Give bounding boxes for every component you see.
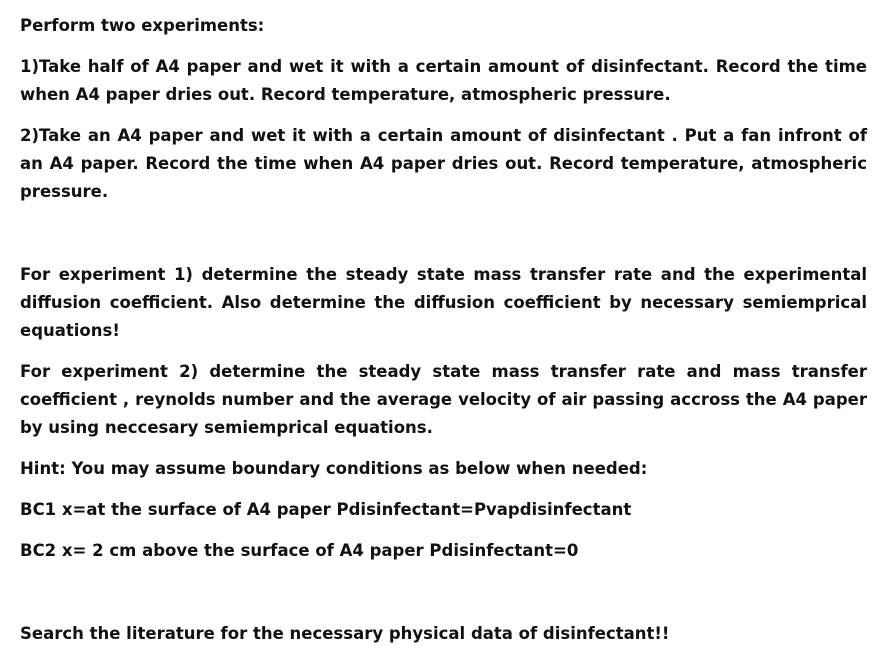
boundary-condition-1: BC1 x=at the surface of A4 paper Pdisinfectant=Pvapdisinfectant	[20, 500, 632, 519]
boundary-condition-2: BC2 x= 2 cm above the surface of A4 paper Pdisinfectant=0	[20, 541, 579, 560]
experiment-2-instructions: 2)Take an A4 paper and wet it with a certain amount of disinfectant . Put a fan infront of an A4 paper. Record the time when A4 paper dries out. Record temperature, atmospheric pressure.	[20, 126, 867, 201]
document-body	[20, 12, 867, 648]
experiment-1-instructions: 1)Take half of A4 paper and wet it with a certain amount of disinfectant. Record the time when A4 paper dries out. Record temperature, atmospheric pressure.	[20, 57, 867, 104]
hint-text: Hint: You may assume boundary conditions as below when needed:	[20, 459, 648, 478]
experiment-1-tasks: For experiment 1) determine the steady state mass transfer rate and the experimental diffusion coefficient. Also determine the diffusion coefficient by necessary semiemprical equations!	[20, 265, 867, 340]
experiment-2-tasks: For experiment 2) determine the steady state mass transfer rate and mass transfer coefficient , reynolds number and the average velocity of air passing accross the A4 paper by using neccesary semiemprical equations.	[20, 362, 867, 437]
search-instruction: Search the literature for the necessary physical data of disinfectant!!	[20, 624, 670, 643]
document-title: Perform two experiments:	[20, 16, 265, 35]
